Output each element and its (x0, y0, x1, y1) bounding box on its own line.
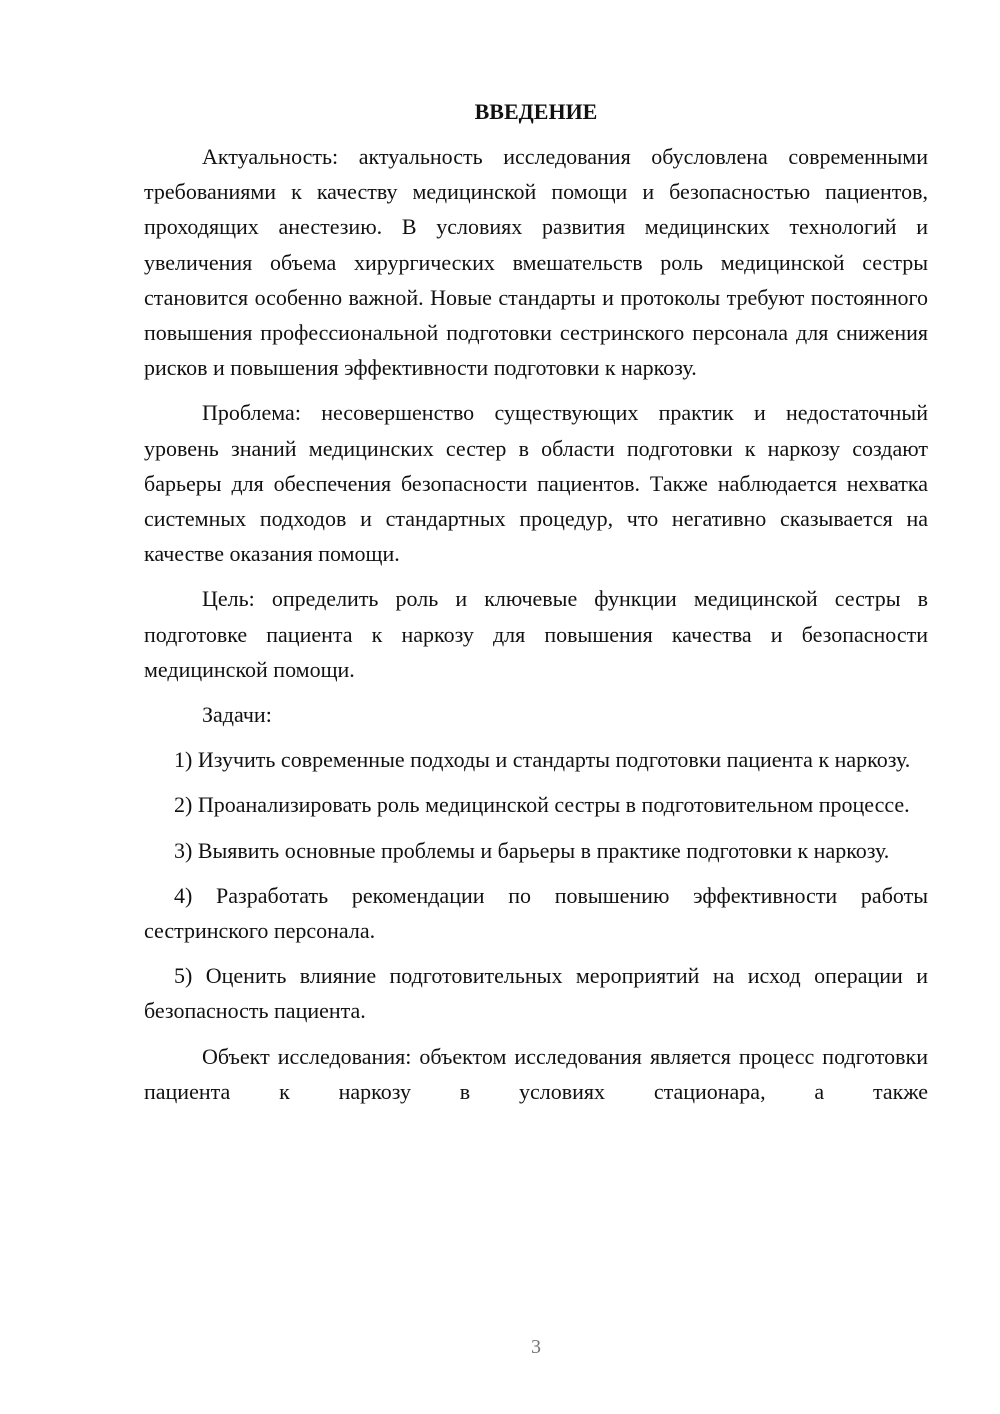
paragraph-goal: Цель: определить роль и ключевые функции медицинской сестры в подготовке пациента к наркозу для повышения качества и безопасности медицинской помощи. (144, 586, 928, 682)
task-item-5: 5) Оценить влияние подготовительных мероприятий на исход операции и безопасность пациента. (144, 963, 928, 1024)
task-item-2: 2) Проанализировать роль медицинской сестры в подготовительном процессе. (174, 792, 910, 818)
tasks-label: Задачи: (202, 702, 272, 728)
task-item-4: 4) Разработать рекомендации по повышению эффективности работы сестринского персонала. (144, 882, 928, 944)
paragraph-object: Объект исследования: объектом исследования является процесс подготовки пациента к наркозу в условиях стационара, а также (144, 1043, 928, 1104)
task-item-3: 3) Выявить основные проблемы и барьеры в практике подготовки к наркозу. (174, 837, 890, 863)
paragraph-problem: Проблема: несовершенство существующих практик и недостаточный уровень знаний медицинских сестер в области подготовки к наркозу создают барьеры для обеспечения безопасности пациентов. Также наблюдается нехватка системных подходов и стандартных процедур, что негативно сказывается на качестве оказания помощи. (144, 400, 928, 567)
task-item-1: 1) Изучить современные подходы и стандарты подготовки пациента к наркозу. (174, 747, 911, 773)
page-body (144, 94, 928, 1119)
page-number: 3 (531, 1336, 541, 1358)
paragraph-relevance: Актуальность: актуальность исследования обусловлена современными требованиями к качеству медицинской помощи и безопасностью пациентов, проходящих анестезию. В условиях развития медицинских технологий и увеличения объема хирургических вмешательств роль медицинской сестры становится особенно важной. Новые стандарты и протоколы требуют постоянного повышения профессиональной подготовки сестринского персонала для снижения рисков и повышения эффективности подготовки к наркозу. (144, 144, 928, 381)
section-heading: ВВЕДЕНИЕ (474, 99, 598, 124)
